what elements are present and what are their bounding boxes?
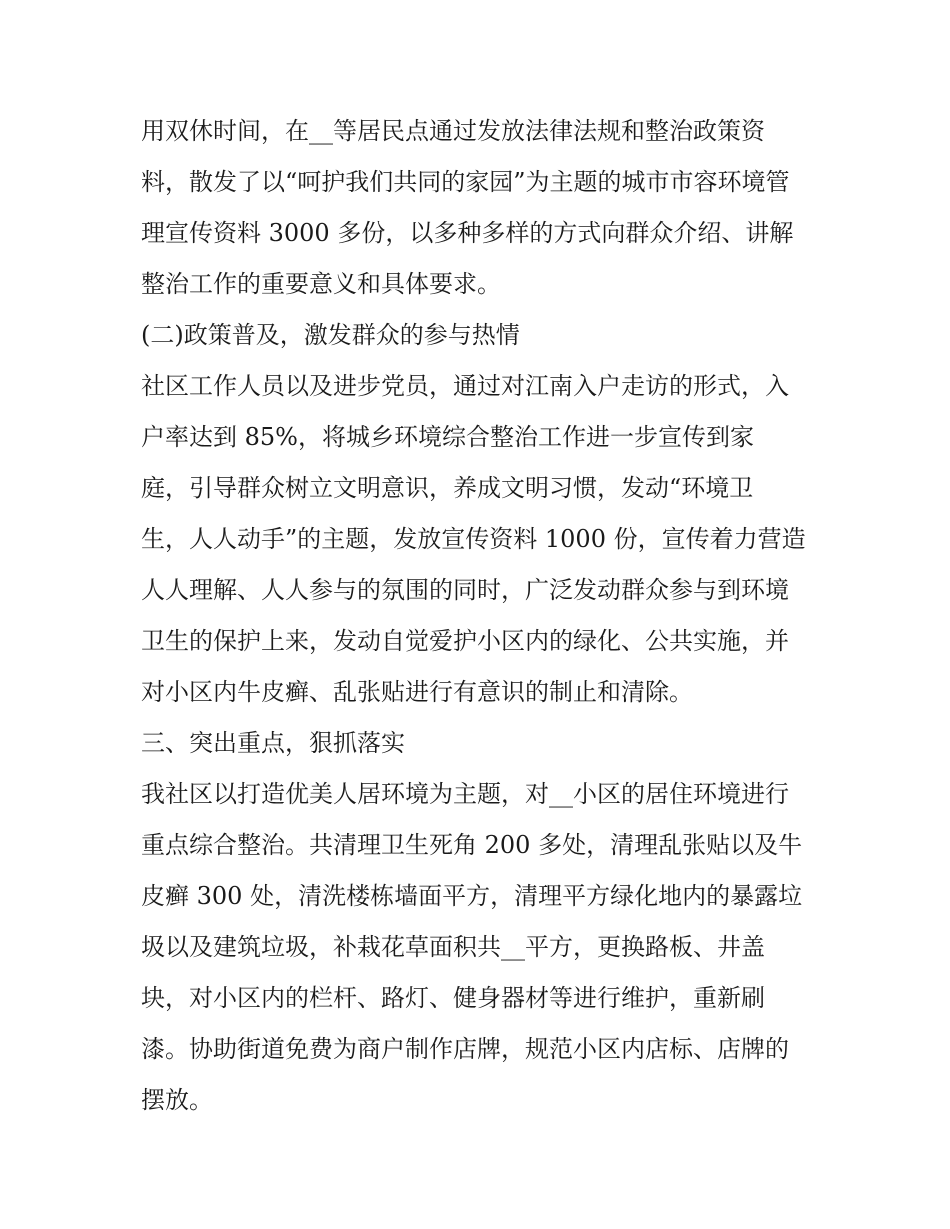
text-line: 料，散发了以“呵护我们共同的家园”为主题的城市市容环境管 (141, 168, 790, 196)
section-heading: 三、突出重点，狠抓落实 (141, 729, 405, 757)
text-line: 生，人人动手”的主题，发放宣传资料 1000 份，宣传着力营造 (141, 525, 806, 553)
section-heading: (二)政策普及，激发群众的参与热情 (141, 321, 520, 349)
text-line: 理宣传资料 3000 多份，以多种多样的方式向群众介绍、讲解 (141, 219, 794, 247)
text-line: 皮癣 300 处，清洗楼栋墙面平方，清理平方绿化地内的暴露垃 (141, 882, 803, 910)
text-line: 漆。协助街道免费为商户制作店牌，规范小区内店标、店牌的 (141, 1035, 789, 1063)
text-line: 重点综合整治。共清理卫生死角 200 多处，清理乱张贴以及牛 (141, 831, 803, 859)
text-line: 摆放。 (141, 1086, 213, 1114)
text-line: 户率达到 85%，将城乡环境综合整治工作进一步宣传到家 (141, 423, 754, 451)
text-line: 我社区以打造优美人居环境为主题，对__小区的居住环境进行 (141, 780, 789, 808)
text-line: 圾以及建筑垃圾，补栽花草面积共__平方，更换路板、井盖 (141, 933, 765, 961)
text-line: 庭，引导群众树立文明意识，养成文明习惯，发动“环境卫 (141, 474, 754, 502)
text-line: 社区工作人员以及进步党员，通过对江南入户走访的形式，入 (141, 372, 789, 400)
text-line: 对小区内牛皮癣、乱张贴进行有意识的制止和清除。 (141, 678, 693, 706)
text-line: 整治工作的重要意义和具体要求。 (141, 270, 501, 298)
text-line: 卫生的保护上来，发动自觉爱护小区内的绿化、公共实施，并 (141, 627, 789, 655)
text-line: 用双休时间，在__等居民点通过发放法律法规和整治政策资 (141, 117, 765, 145)
text-line: 人人理解、人人参与的氛围的同时，广泛发动群众参与到环境 (141, 576, 789, 604)
document-body (141, 106, 821, 1126)
text-line: 块，对小区内的栏杆、路灯、健身器材等进行维护，重新刷 (141, 984, 765, 1012)
